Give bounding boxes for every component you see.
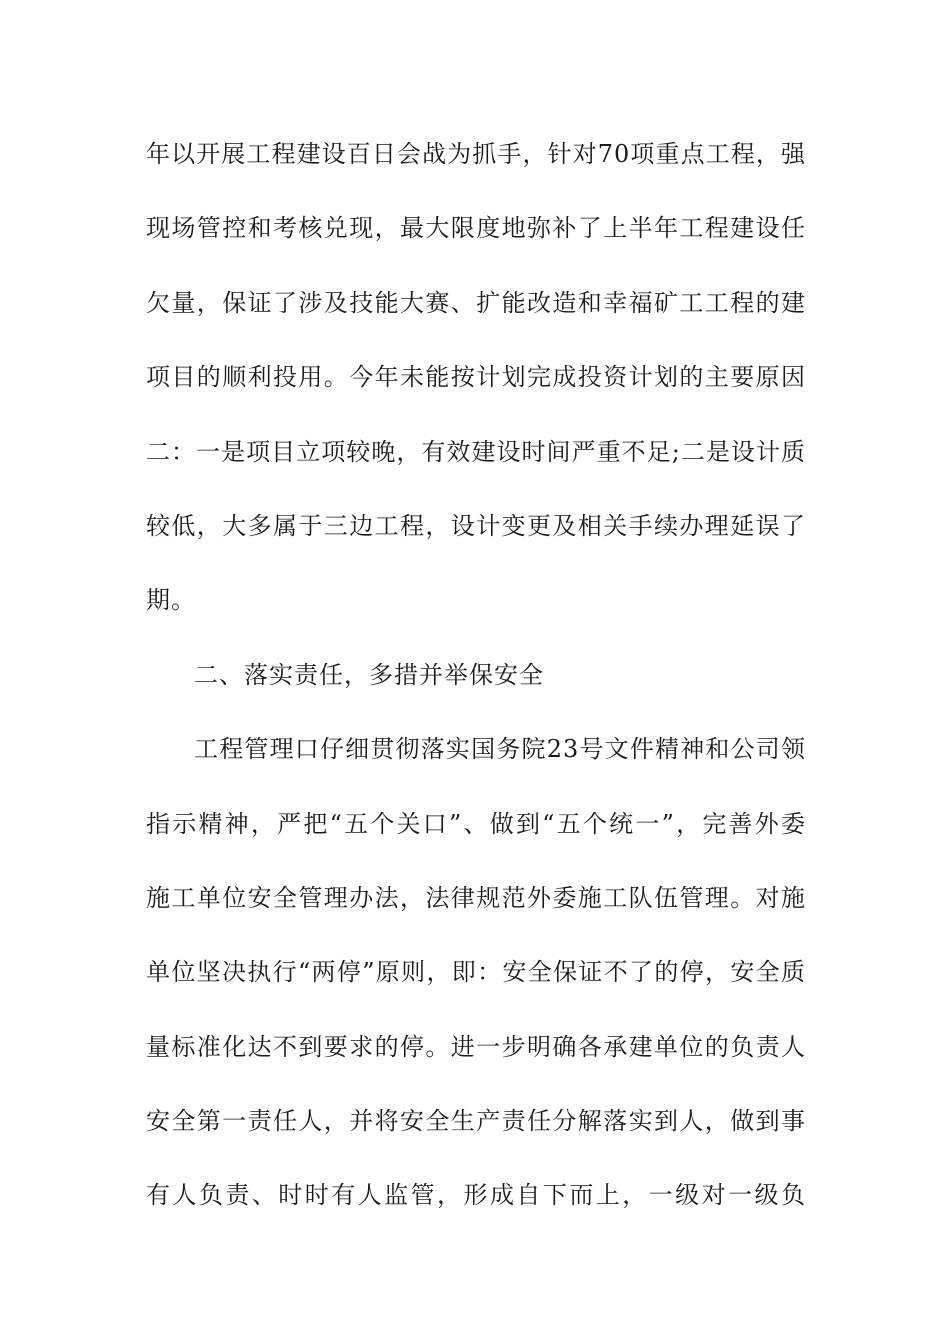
section-heading: 二、落实责任，多措并举保安全 bbox=[194, 660, 544, 689]
document-body bbox=[146, 124, 806, 1240]
paragraph-line: 项目的顺利投用。今年未能按计划完成投资计划的主要原因 bbox=[146, 363, 806, 392]
paragraph-line: 安全第一责任人，并将安全生产责任分解落实到人，做到事 bbox=[146, 1107, 806, 1136]
paragraph-line: 二：一是项目立项较晚，有效建设时间严重不足;二是设计质 bbox=[146, 437, 806, 466]
paragraph-line: 工程管理口仔细贯彻落实国务院23号文件精神和公司领 bbox=[194, 735, 806, 764]
paragraph-line: 年以开展工程建设百日会战为抓手，针对70项重点工程，强 bbox=[146, 140, 806, 168]
paragraph-line: 施工单位安全管理办法，法律规范外委施工队伍管理。对施 bbox=[146, 883, 806, 912]
paragraph-line: 欠量，保证了涉及技能大赛、扩能改造和幸福矿工工程的建 bbox=[146, 288, 806, 317]
paragraph-line: 有人负责、时时有人监管，形成自下而上，一级对一级负 bbox=[146, 1181, 806, 1210]
paragraph-line: 期。 bbox=[146, 586, 196, 615]
paragraph-line: 指示精神，严把“五个关口”、做到“五个统一”，完善外委 bbox=[146, 809, 806, 838]
paragraph-line: 较低，大多属于三边工程，设计变更及相关手续办理延误了 bbox=[146, 511, 806, 540]
paragraph-line: 单位坚决执行“两停”原则，即：安全保证不了的停，安全质 bbox=[146, 958, 806, 987]
paragraph-line: 量标准化达不到要求的停。进一步明确各承建单位的负责人 bbox=[146, 1032, 806, 1061]
paragraph-line: 现场管控和考核兑现，最大限度地弥补了上半年工程建设任 bbox=[146, 214, 806, 243]
